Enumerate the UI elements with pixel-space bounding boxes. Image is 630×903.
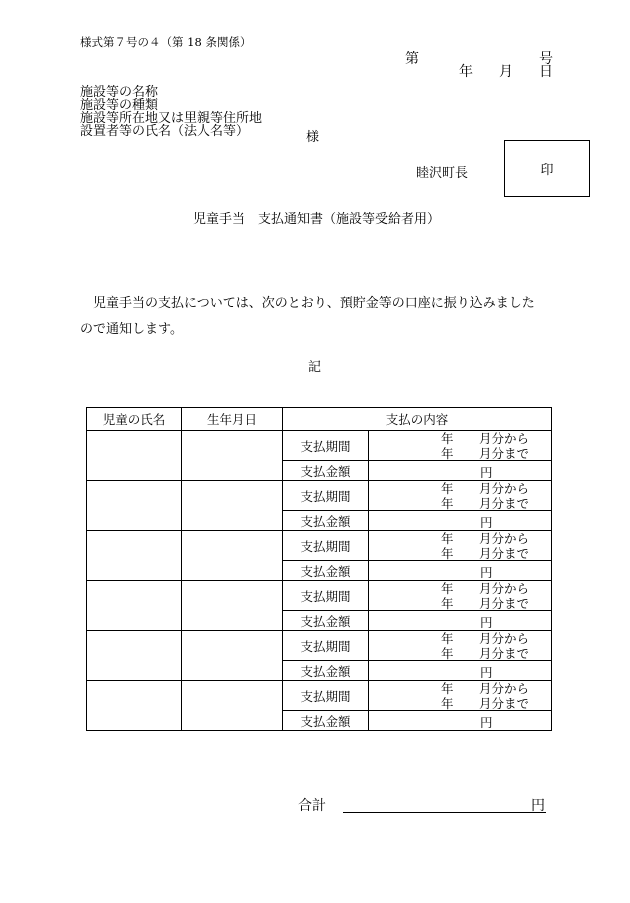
document-number-suffix: 号	[539, 51, 553, 67]
period-from-label: 月分から	[479, 531, 530, 546]
table-row	[87, 681, 552, 711]
issuer-mayor: 睦沢町長	[416, 166, 469, 181]
period-to-year-label: 年	[441, 596, 454, 611]
total-label: 合計	[298, 798, 326, 814]
document-number-prefix: 第	[405, 51, 419, 67]
period-from-year-label: 年	[441, 681, 454, 696]
table-row	[87, 631, 552, 661]
amount-label: 支払金額	[283, 561, 369, 581]
birth-date-cell[interactable]	[182, 531, 283, 581]
period-to-label: 月分まで	[479, 596, 530, 611]
operator-name-label: 設置者等の氏名（法人名等）	[80, 124, 250, 139]
period-label: 支払期間	[283, 581, 369, 611]
period-to-label: 月分まで	[479, 446, 530, 461]
total-yen-label: 円	[531, 798, 545, 814]
body-text-line2: ので通知します。	[80, 322, 183, 337]
period-to-year-label: 年	[441, 646, 454, 661]
amount-label: 支払金額	[283, 611, 369, 631]
period-to-label: 月分まで	[479, 646, 530, 661]
birth-date-cell[interactable]	[182, 431, 283, 481]
amount-value-cell[interactable]	[369, 661, 552, 681]
period-value-cell[interactable]	[369, 531, 552, 561]
facility-type-label: 施設等の種類	[80, 98, 159, 113]
period-to-label: 月分まで	[479, 546, 530, 561]
period-to-label: 月分まで	[479, 696, 530, 711]
period-to-year-label: 年	[441, 496, 454, 511]
amount-value-cell[interactable]	[369, 711, 552, 731]
yen-label: 円	[480, 565, 493, 580]
yen-label: 円	[480, 515, 493, 530]
child-name-cell[interactable]	[87, 581, 182, 631]
period-from-year-label: 年	[441, 481, 454, 496]
ki-heading: 記	[308, 360, 322, 375]
document-title: 児童手当 支払通知書（施設等受給者用）	[193, 212, 441, 227]
birth-date-cell[interactable]	[182, 581, 283, 631]
amount-value-cell[interactable]	[369, 611, 552, 631]
period-from-label: 月分から	[479, 481, 530, 496]
period-from-year-label: 年	[441, 581, 454, 596]
header-child-name: 児童の氏名	[87, 408, 182, 431]
birth-date-cell[interactable]	[182, 481, 283, 531]
child-name-cell[interactable]	[87, 631, 182, 681]
period-from-label: 月分から	[479, 681, 530, 696]
date-day-label: 日	[539, 64, 553, 80]
amount-label: 支払金額	[283, 461, 369, 481]
yen-label: 円	[480, 615, 493, 630]
period-value-cell[interactable]	[369, 681, 552, 711]
period-from-label: 月分から	[479, 631, 530, 646]
yen-label: 円	[480, 465, 493, 480]
header-payment-content: 支払の内容	[283, 408, 552, 431]
form-number: 様式第７号の４（第 18 条関係）	[80, 35, 252, 49]
child-name-cell[interactable]	[87, 481, 182, 531]
period-label: 支払期間	[283, 631, 369, 661]
table-row	[87, 581, 552, 611]
period-to-year-label: 年	[441, 696, 454, 711]
amount-label: 支払金額	[283, 661, 369, 681]
seal-box	[504, 140, 590, 197]
period-value-cell[interactable]	[369, 581, 552, 611]
period-to-year-label: 年	[441, 546, 454, 561]
birth-date-cell[interactable]	[182, 631, 283, 681]
period-value-cell[interactable]	[369, 631, 552, 661]
payment-table	[86, 407, 552, 731]
period-from-label: 月分から	[479, 431, 530, 446]
yen-label: 円	[480, 715, 493, 730]
yen-label: 円	[480, 665, 493, 680]
birth-date-cell[interactable]	[182, 681, 283, 731]
period-to-label: 月分まで	[479, 496, 530, 511]
period-from-label: 月分から	[479, 581, 530, 596]
child-name-cell[interactable]	[87, 681, 182, 731]
period-label: 支払期間	[283, 481, 369, 511]
body-text-line1: 児童手当の支払については、次のとおり、預貯金等の口座に振り込みました	[93, 296, 535, 311]
amount-value-cell[interactable]	[369, 511, 552, 531]
header-birth-date: 生年月日	[182, 408, 283, 431]
total-amount-field[interactable]	[343, 812, 546, 813]
facility-address-label: 施設等所在地又は里親等住所地	[80, 111, 263, 126]
amount-label: 支払金額	[283, 711, 369, 731]
period-label: 支払期間	[283, 531, 369, 561]
honorific: 様	[306, 130, 320, 145]
date-month-label: 月	[499, 64, 513, 80]
date-year-label: 年	[459, 64, 473, 80]
amount-value-cell[interactable]	[369, 461, 552, 481]
period-from-year-label: 年	[441, 431, 454, 446]
period-to-year-label: 年	[441, 446, 454, 461]
facility-name-label: 施設等の名称	[80, 85, 159, 100]
period-from-year-label: 年	[441, 631, 454, 646]
period-value-cell[interactable]	[369, 481, 552, 511]
seal-label: 印	[540, 163, 554, 178]
period-value-cell[interactable]	[369, 431, 552, 461]
period-label: 支払期間	[283, 431, 369, 461]
child-name-cell[interactable]	[87, 531, 182, 581]
period-from-year-label: 年	[441, 531, 454, 546]
child-name-cell[interactable]	[87, 431, 182, 481]
table-row	[87, 531, 552, 561]
period-label: 支払期間	[283, 681, 369, 711]
table-row	[87, 431, 552, 461]
table-row	[87, 481, 552, 511]
amount-label: 支払金額	[283, 511, 369, 531]
amount-value-cell[interactable]	[369, 561, 552, 581]
